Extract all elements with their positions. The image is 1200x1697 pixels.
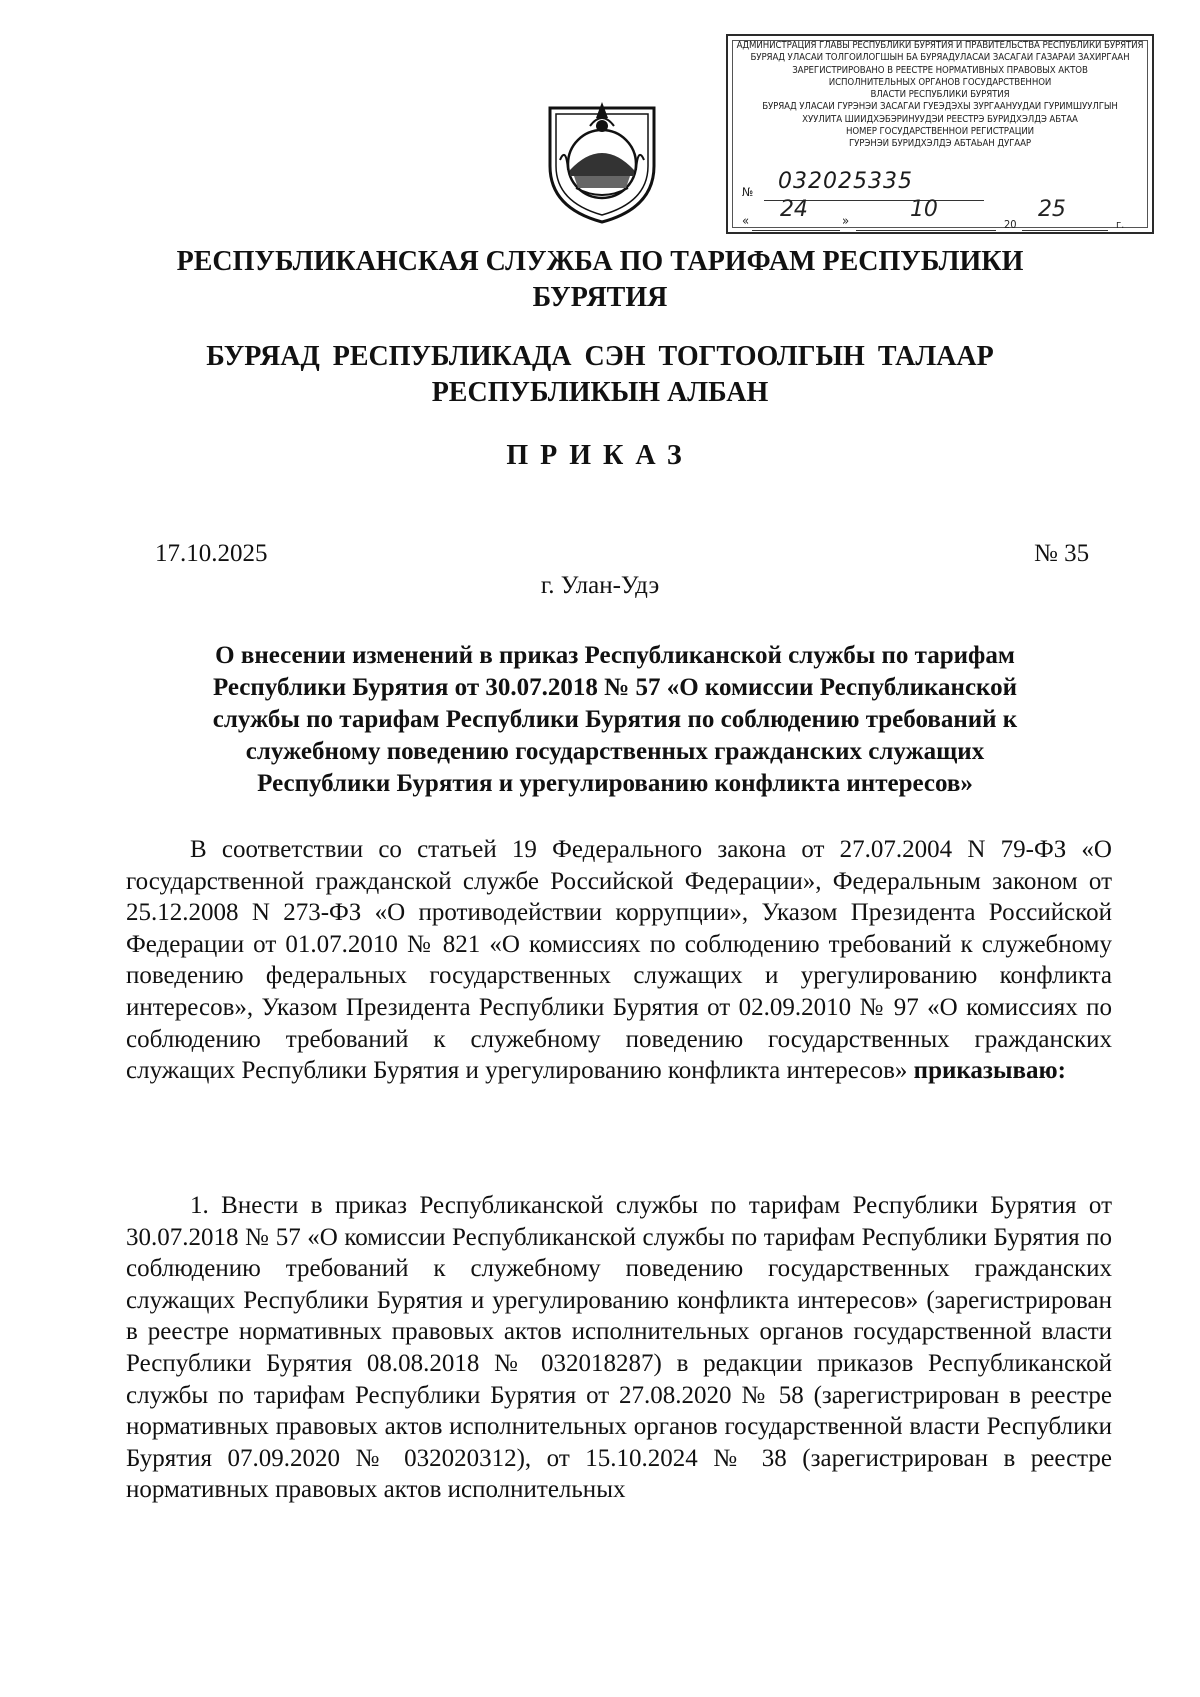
subject-line: служебному поведению государственных гражданских служащих [245, 738, 985, 765]
registration-stamp [726, 34, 1154, 234]
agency-title-bua-line1: БУРЯАД РЕСПУБЛИКАДА СЭН ТОГТООЛГЫН ТАЛААР [206, 341, 994, 372]
month-underline [856, 230, 996, 231]
subject-line: Республики Бурятия от 30.07.2018 № 57 «О комиссии Республиканской [212, 674, 1018, 701]
agency-title-ru-line2: БУРЯТИЯ [532, 282, 668, 313]
stamp-date-row [742, 197, 1146, 232]
agency-title-ru [0, 244, 1200, 316]
coat-of-arms-icon [540, 96, 664, 226]
stamp-year-unit: г. [1116, 218, 1125, 231]
subject-line: службы по тарифам Республики Бурятия по соблюдению требований к [212, 706, 1018, 733]
preamble-paragraph [126, 834, 1112, 1087]
order-city: г. Улан-Удэ [540, 572, 660, 599]
stamp-line: ГУРЭНЭЙ БУРИДХЭЛДЭ АБТАЬАН ДУГААР [848, 138, 1032, 150]
stamp-line: ИСПОЛНИТЕЛЬНЫХ ОРГАНОВ ГОСУДАРСТВЕННОЙ [828, 76, 1052, 88]
item-1-paragraph: 1. Внести в приказ Республиканской службы по тарифам Республики Бурятия от 30.07.2018 № 57 «О комиссии Республиканской службы по тарифам Республики Бурятия по соблюдению требований к служебному поведению государственных гражданских служащих Республики Бурятия и урегулированию конфликта интересов» (зарегистрирован в реестре нормативных правовых актов исполнительных органов государственной власти Республики Бурятия 08.08.2018 № 032018287) в редакции приказов Республиканской службы по тарифам Республики Бурятия от 27.08.2020 № 58 (зарегистрирован в реестре нормативных правовых актов исполнительных органов государственной власти Республики Бурятия 07.09.2020 № 032020312), от 15.10.2024 № 38 (зарегистрирован в реестре нормативных правовых актов исполнительных [126, 1192, 1112, 1504]
stamp-year-prefix: 20 [1004, 218, 1017, 231]
agency-title-bua [0, 339, 1200, 411]
close-quote: » [842, 214, 850, 229]
stamp-line: АДМИНИСТРАЦИЯ ГЛАВЫ РЕСПУБЛИКИ БУРЯТИЯ И ПРАВИТЕЛЬСТВА РЕСПУБЛИКИ БУРЯТИЯ [736, 40, 1144, 51]
agency-title-ru-line1: РЕСПУБЛИКАНСКАЯ СЛУЖБА ПО ТАРИФАМ РЕСПУБЛИКИ [176, 246, 1024, 277]
order-date: 17.10.2025 [155, 540, 268, 567]
agency-title-bua-line2: РЕСПУБЛИКЫН АЛБАН [431, 377, 769, 408]
year-underline [1022, 230, 1108, 231]
stamp-line: ВЛАСТИ РЕСПУБЛИКИ БУРЯТИЯ [870, 89, 1010, 101]
stamp-line: БУРЯАД УЛАСАЙ ТОЛГОЙЛОГШЫН БА БУРЯАДУЛАСАЙ ЗАСАГАЙ ГАЗАРАЙ ЗАХИРГААН [750, 52, 1130, 64]
open-quote: « [742, 214, 750, 229]
subject-line: О внесении изменений в приказ Республиканской службы по тарифам [215, 642, 1015, 669]
document-type: ПРИКАЗ [506, 440, 694, 471]
subject-line: Республики Бурятия и урегулированию конфликта интересов» [257, 770, 973, 797]
order-number: № 35 [1034, 540, 1090, 567]
stamp-registration-number: 032025335 [778, 169, 913, 194]
preamble-text: В соответствии со статьей 19 Федерального закона от 27.07.2004 N 79-ФЗ «О государственной гражданской службе Российской Федерации», Федеральным законом от 25.12.2008 N 273-ФЗ «О противодействии коррупции», Указом Президента Российской Федерации от 01.07.2010 № 821 «О комиссиях по соблюдению требований к служебному поведению федеральных государственных служащих и урегулированию конфликта интересов», Указом Президента Республики Бурятия от 02.09.2010 № 97 «О комиссиях по соблюдению требований к служебному поведению государственных гражданских служащих Республики Бурятия и урегулированию конфликта интересов» [126, 836, 1112, 1085]
stamp-date-month: 10 [910, 197, 938, 222]
stamp-line: НОМЕР ГОСУДАРСТВЕННОЙ РЕГИСТРАЦИИ [845, 126, 1035, 138]
stamp-date-day: 24 [780, 197, 808, 222]
stamp-line: ХУУЛИТА ШИИДХЭБЭРИНУУДЭЙ РЕЕСТРЭ БУРИДХЭЛДЭ АБТАА [802, 113, 1078, 125]
stamp-number-label: № [742, 185, 754, 199]
preamble-order-word: приказываю: [913, 1057, 1066, 1085]
stamp-year-suffix: 25 [1038, 197, 1066, 222]
stamp-line: БУРЯАД УЛАСАЙ ГУРЭНЭЙ ЗАСАГАЙ ГУЕЭДЭХЫ ЗУРГААНУУДАЙ ГУРИМШУУЛГЫН [762, 101, 1118, 113]
day-underline [752, 230, 840, 231]
order-subject [125, 640, 1105, 800]
stamp-line: ЗАРЕГИСТРИРОВАНО В РЕЕСТРЕ НОРМАТИВНЫХ ПРАВОВЫХ АКТОВ [792, 64, 1088, 76]
